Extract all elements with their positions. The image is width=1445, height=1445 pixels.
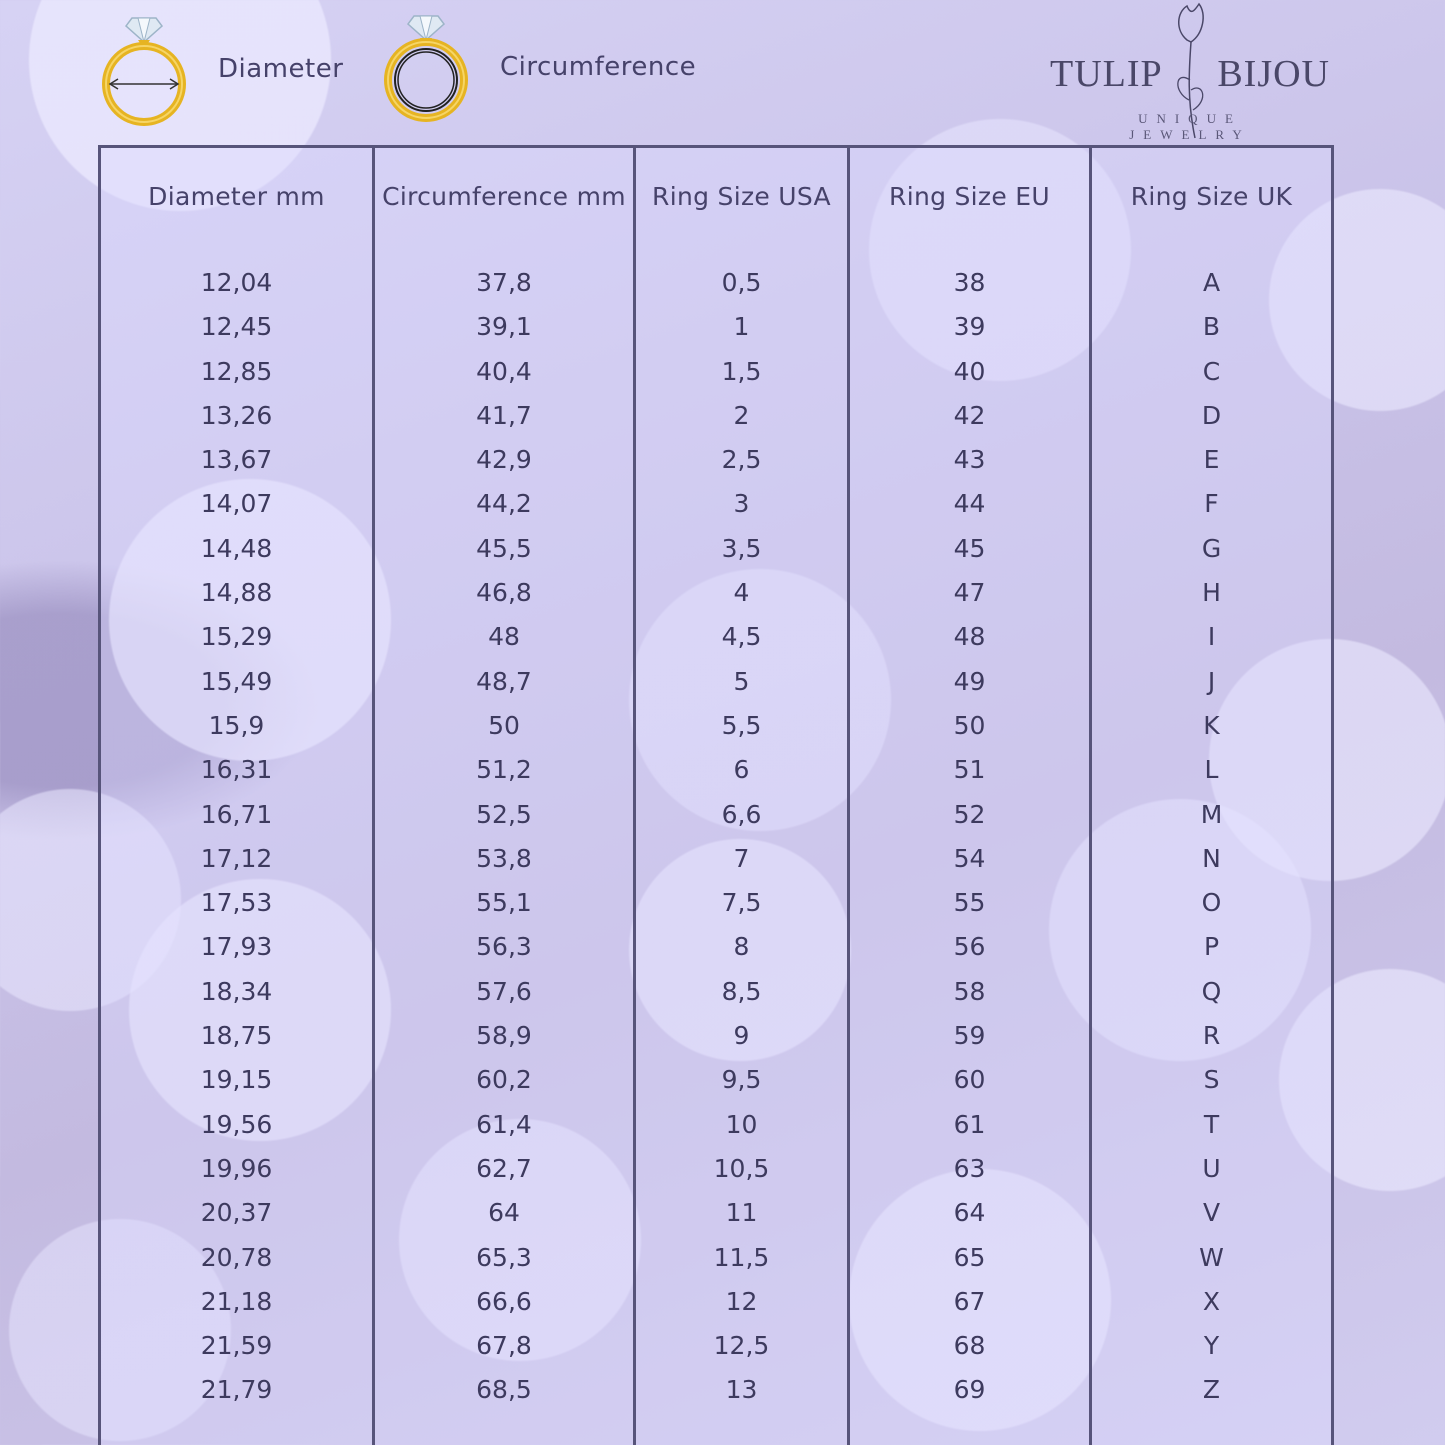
table-cell: 18,34 [200,976,273,1006]
cells-size-usa [636,245,847,1413]
table-cell: 17,12 [200,843,273,873]
table-cell: 65,3 [476,1242,532,1272]
table-cell: 59 [953,1021,986,1051]
table-cell: 60,2 [476,1065,532,1095]
brand-name-right: BIJOU [1217,53,1330,95]
table-cell: J [1207,666,1216,696]
table-cell: 48 [953,622,986,652]
table-cell: M [1200,799,1223,829]
table-cell: I [1207,622,1216,652]
header-size-eu: Ring Size EU [889,182,1050,211]
table-cell: 21,59 [200,1331,273,1361]
table-cell: 9,5 [721,1065,762,1095]
table-cell: G [1201,533,1222,563]
table-cell: Q [1201,976,1222,1006]
table-cell: 12,85 [200,356,273,386]
header-size-uk: Ring Size UK [1130,182,1293,211]
table-cell: 20,37 [200,1198,273,1228]
table-cell: 12 [725,1286,758,1316]
table-cell: 40 [953,356,986,386]
cells-circumference [375,245,633,1413]
table-cell: 39 [953,312,986,342]
table-cell: 9 [733,1021,750,1051]
table-cell: 61 [953,1109,986,1139]
table-cell: 5 [733,666,750,696]
table-cell: 14,88 [200,578,273,608]
table-cell: 48 [488,622,520,652]
table-cell: Z [1202,1375,1221,1405]
brand-logo [1045,0,1335,140]
table-cell: 67,8 [476,1331,532,1361]
table-cell: 58,9 [476,1021,532,1051]
table-cell: 49 [953,666,986,696]
table-cell: 58 [953,976,986,1006]
header-circumference: Circumference mm [382,182,626,211]
table-cell: 12,5 [713,1331,770,1361]
table-cell: 50 [488,710,520,740]
column-diameter [101,148,375,1445]
table-cell: Y [1203,1331,1220,1361]
table-cell: A [1202,268,1221,297]
column-size-usa [636,148,850,1445]
table-cell: 39,1 [476,312,532,342]
table-cell: 7 [733,843,750,873]
table-cell: 14,07 [200,489,273,519]
table-cell: 17,53 [200,888,273,918]
table-cell: 55 [953,888,986,918]
table-cell: 5,5 [721,710,762,740]
table-cell: 37,8 [476,268,532,297]
diameter-ring-icon [98,10,190,128]
table-cell: E [1203,445,1220,475]
table-cell: 13,67 [200,445,273,475]
table-cell: 52 [953,799,986,829]
column-size-uk [1092,148,1331,1445]
circumference-label: Circumference [500,52,697,82]
table-cell: 16,71 [200,799,273,829]
table-cell: 4 [733,578,750,608]
table-cell: 21,18 [200,1286,273,1316]
table-cell: 46,8 [476,578,532,608]
table-cell: 15,49 [200,666,273,696]
table-cell: 2,5 [721,445,762,475]
table-cell: 48,7 [476,666,532,696]
table-cell: V [1202,1198,1221,1228]
cells-size-eu [850,245,1089,1413]
table-cell: 3,5 [721,533,762,563]
table-cell: 53,8 [476,843,532,873]
brand-name-left: TULIP [1050,53,1163,95]
table-cell: 40,4 [476,356,532,386]
table-cell: R [1202,1021,1221,1051]
table-cell: 45,5 [476,533,532,563]
table-cell: 11,5 [713,1242,770,1272]
table-cell: 69 [953,1375,986,1405]
table-cell: 68,5 [476,1375,532,1405]
cells-diameter [101,245,372,1413]
table-cell: T [1203,1109,1220,1139]
table-cell: 16,31 [200,755,273,785]
table-cell: 11 [725,1198,758,1228]
table-cell: P [1203,932,1220,962]
table-cell: 64 [488,1198,520,1228]
table-cell: 13 [725,1375,758,1405]
table-cell: 6,6 [721,799,762,829]
table-cell: 1 [733,312,750,342]
brand-tagline: UNIQUE JEWELRY [1129,111,1251,142]
table-cell: 57,6 [476,976,532,1006]
table-cell: 44 [953,489,986,519]
cells-size-uk [1092,245,1331,1413]
table-cell: 12,45 [200,312,273,342]
table-cell: 50 [953,710,986,740]
table-cell: 62,7 [476,1153,532,1183]
table-cell: 56 [953,932,986,962]
table-cell: 13,26 [200,400,273,430]
table-cell: L [1204,755,1219,785]
table-cell: U [1202,1153,1221,1183]
table-cell: C [1202,356,1221,386]
table-cell: 3 [733,489,750,519]
table-cell: 56,3 [476,932,532,962]
table-cell: 60 [953,1065,986,1095]
table-cell: 65 [953,1242,986,1272]
table-cell: 38 [953,268,986,297]
table-cell: 15,29 [200,622,273,652]
table-cell: 42,9 [476,445,532,475]
table-cell: D [1201,400,1222,430]
table-cell: 6 [733,755,750,785]
table-cell: 0,5 [721,268,762,297]
table-cell: O [1201,888,1222,918]
table-cell: N [1202,843,1221,873]
table-cell: F [1204,489,1219,519]
legend-circumference [380,8,696,126]
header-size-usa: Ring Size USA [652,182,831,211]
circumference-ring-icon [380,8,472,126]
table-cell: W [1199,1242,1224,1272]
table-cell: 67 [953,1286,986,1316]
table-cell: 51,2 [476,755,532,785]
table-cell: 61,4 [476,1109,532,1139]
table-cell: 17,93 [200,932,273,962]
table-cell: 19,96 [200,1153,273,1183]
table-cell: 12,04 [200,268,273,297]
table-cell: 20,78 [200,1242,273,1272]
legend-diameter [98,10,343,128]
table-cell: 10,5 [713,1153,770,1183]
table-cell: 44,2 [476,489,532,519]
table-cell: 42 [953,400,986,430]
table-cell: 43 [953,445,986,475]
table-cell: 66,6 [476,1286,532,1316]
table-cell: 2 [733,400,750,430]
table-cell: 1,5 [721,356,762,386]
table-cell: 47 [953,578,986,608]
table-cell: 19,15 [200,1065,273,1095]
table-cell: 14,48 [200,533,273,563]
table-cell: 55,1 [476,888,532,918]
column-circumference [375,148,636,1445]
table-cell: 19,56 [200,1109,273,1139]
table-cell: 68 [953,1331,986,1361]
table-cell: 63 [953,1153,986,1183]
table-cell: 45 [953,533,986,563]
ring-size-table [98,145,1334,1445]
table-cell: X [1202,1286,1221,1316]
diameter-label: Diameter [218,54,344,84]
table-cell: H [1202,578,1221,608]
table-cell: 15,9 [208,710,265,740]
table-cell: 10 [725,1109,758,1139]
table-cell: S [1203,1065,1220,1095]
header-diameter: Diameter mm [148,182,325,211]
table-cell: 8,5 [721,976,762,1006]
table-cell: 51 [953,755,986,785]
table-cell: 7,5 [721,888,762,918]
table-cell: 41,7 [476,400,532,430]
table-cell: 64 [953,1198,986,1228]
table-cell: 4,5 [721,622,762,652]
table-cell: B [1202,312,1221,342]
table-cell: 21,79 [200,1375,273,1405]
table-cell: 18,75 [200,1021,273,1051]
column-size-eu [850,148,1092,1445]
table-cell: 52,5 [476,799,532,829]
table-cell: K [1203,710,1220,740]
table-cell: 8 [733,932,750,962]
table-cell: 54 [953,843,986,873]
